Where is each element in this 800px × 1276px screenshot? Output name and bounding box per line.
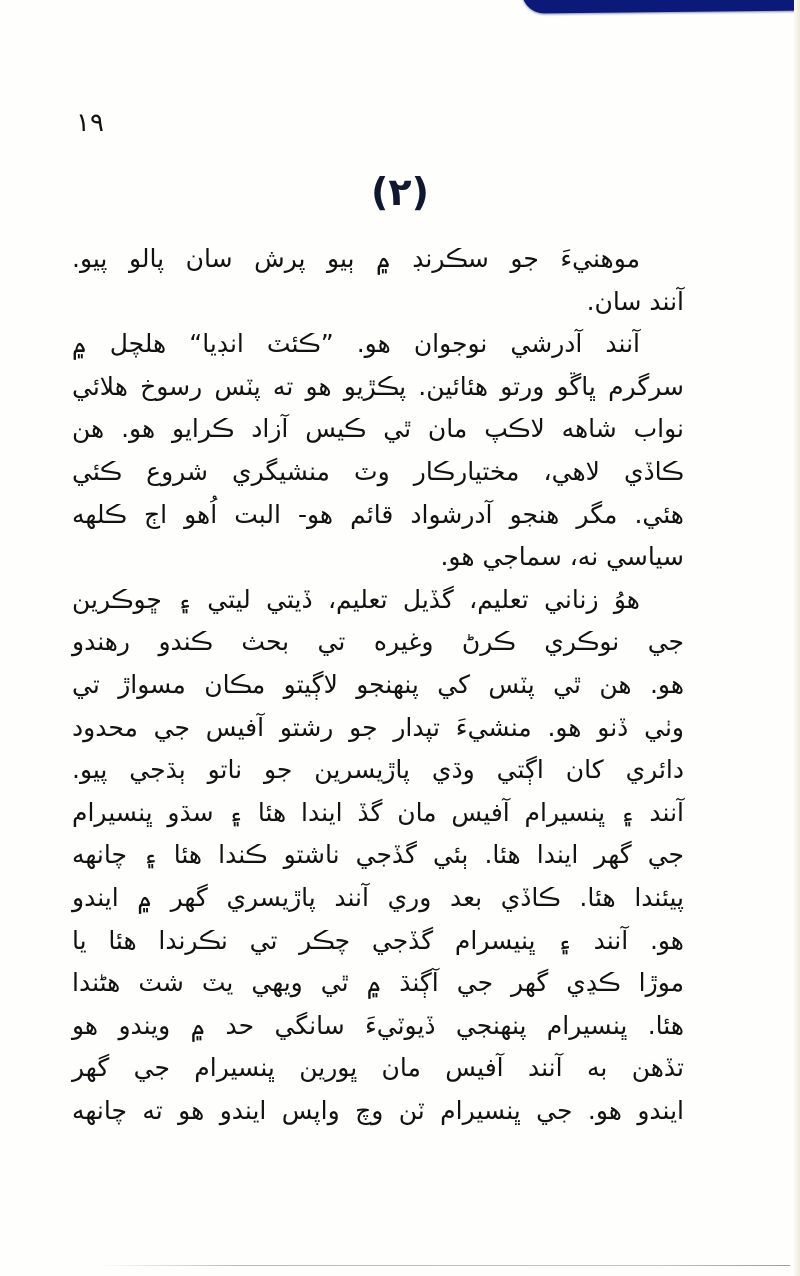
text-line: وٺي ڏنو هو. منشيءَ تپدار جو رشتو آفيس جي محدود	[72, 712, 684, 742]
blue-page-tab-decoration	[522, 0, 800, 14]
text-line: هو. هن ٿي پٽس کي پنهنجو لاڳيتو مڪان مسواڙ تي	[72, 669, 684, 699]
text-line: هوُ زناني تعليم، گڏيل تعليم، ڏيتي ليتي ۽ ڇوڪرين	[72, 584, 640, 614]
text-line: تڏهن به آنند آفيس مان ڀورين ڀنسيرام جي گهر	[72, 1053, 684, 1083]
text-line: هئي. مگر هنجو آدرشواد قائم هو- البت اُهو اڄ ڪلهه	[72, 499, 684, 529]
page-number: ١٩	[76, 108, 104, 138]
text-line: ايندو هو. جي ڀنسيرام ٽن وچ واپس ايندو هو ته چانهه	[72, 1095, 684, 1125]
text-line: سرگرم ڀاڱو ورتو هئائين. پڪڙيو هو ته پٽس رسوخ هلائي	[72, 371, 684, 401]
text-line: آنند آدرشي نوجوان هو. ”ڪئٽ انڊيا“ هلچل ۾	[72, 329, 640, 359]
text-line: آنند سان.	[586, 286, 684, 316]
text-line: سياسي نه، سماجي هو.	[440, 542, 684, 572]
page-bottom-edge	[100, 1265, 790, 1266]
text-line: هئا. ڀنسيرام پنهنجي ڏيوٽيءَ سانگي حد ۾ ويندو هو	[72, 1010, 684, 1040]
text-line: پيئندا هئا. ڪاڏي بعد وري آنند پاڙيسري گهر ۾ ايندو	[72, 882, 684, 912]
text-line: هو. آنند ۽ ڀنيسرام گڏجي چڪر تي نڪرندا هئا يا	[72, 925, 684, 955]
text-line: ڪاڏي لاهي، مختيارڪار وٽ منشيگري شروع ڪئي	[72, 456, 684, 486]
text-line: آنند ۽ ڀنسيرام آفيس مان گڏ ايندا هئا ۽ سڌو ڀنسيرام	[72, 797, 684, 827]
text-line: جي نوڪري ڪرڻ وغيره تي بحث ڪندو رهندو	[72, 627, 684, 657]
text-line: موهنيءَ جو سڪرنڊ ۾ ٻيو پرش سان پالو پيو.	[72, 244, 640, 273]
text-line: دائري کان اڳتي وڌي پاڙيسرين جو ناتو ٻڌجي پيو.	[72, 755, 684, 785]
text-line: جي گهر ايندا هئا. ٻئي گڏجي ناشتو ڪندا هئا ۽ چانهه	[72, 840, 684, 870]
chapter-heading: (٢)	[371, 170, 429, 214]
body-text	[72, 238, 684, 1132]
text-line: موڙا ڪڍي گهر جي آڳنڌ ۾ ٿي ويهي يٽ شٽ هڻندا	[72, 968, 684, 998]
text-line: نواب شاهه لاڪپ مان ٿي ڪيس آزاد ڪرايو هو. هن	[72, 414, 684, 444]
